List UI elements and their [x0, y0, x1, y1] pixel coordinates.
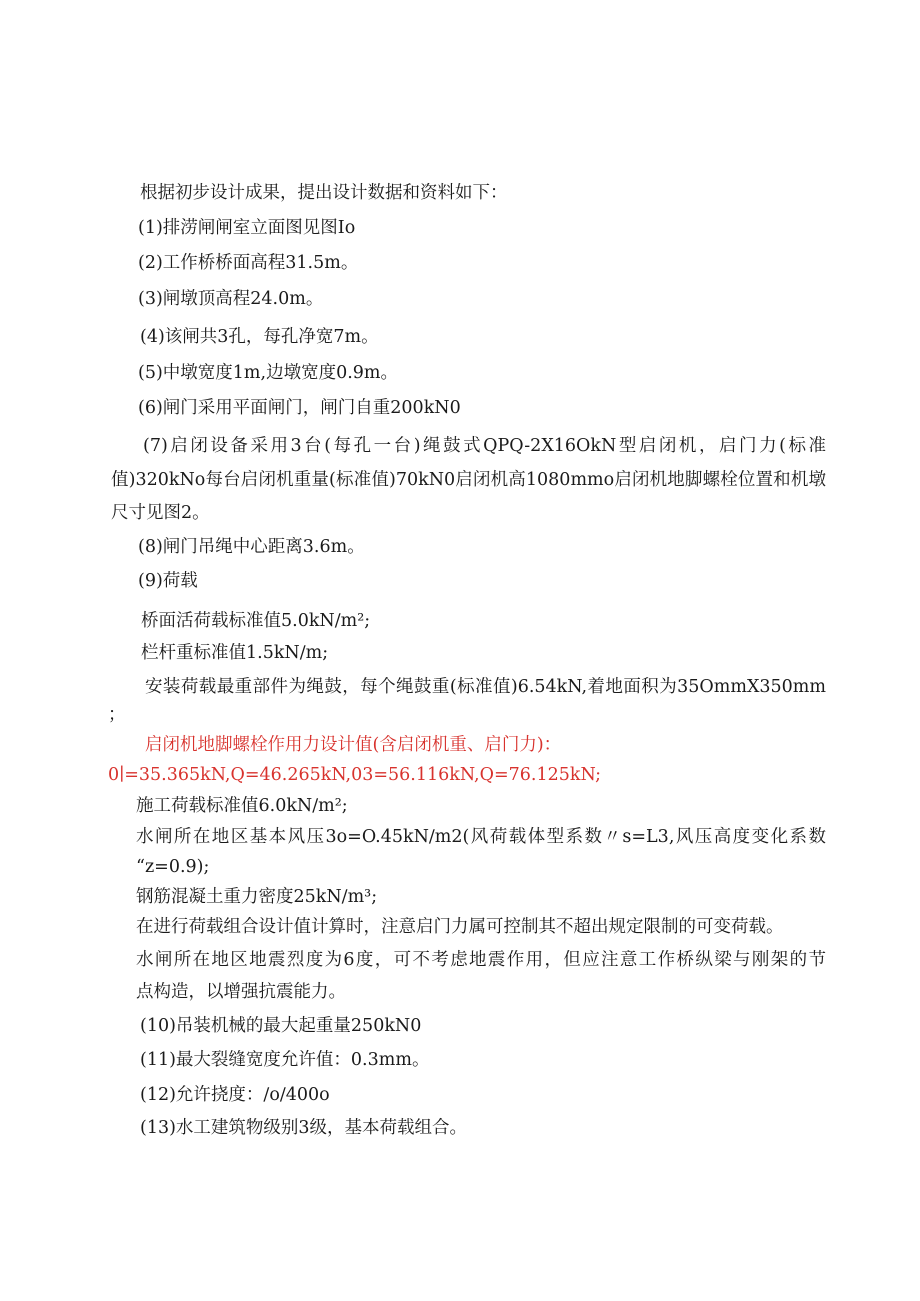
intro-line: 根据初步设计成果，提出设计数据和资料如下：	[140, 183, 508, 203]
load-railing: 栏杆重标准值1.5kN∕m;	[141, 643, 329, 663]
item-4: (4)该闸共3孔，每孔净宽7m。	[140, 327, 379, 347]
wind-pressure-line-1: 水闸所在地区基本风压3o=O.45kN∕m2(风荷载体型系数〃s=L3,风压高度变化系数	[136, 827, 826, 847]
item-9: (9)荷载	[138, 571, 198, 591]
item-5: (5)中墩宽度1m,边墩宽度0.9m。	[138, 363, 399, 383]
item-11: (11)最大裂缝宽度允许值：0.3mm。	[140, 1050, 430, 1070]
item-7-line-3: 尺寸见图2。	[111, 503, 210, 523]
load-install: 安装荷载最重部件为绳鼓，每个绳鼓重(标准值)6.54kN,着地面积为35OmmX350mm	[145, 677, 826, 697]
item-12: (12)允许挠度：∕o∕400o	[140, 1085, 330, 1105]
item-8: (8)闸门吊绳中心距离3.6m。	[138, 537, 365, 557]
item-6: (6)闸门采用平面闸门，闸门自重200kN0	[138, 398, 461, 418]
seismic-note-line-1: 水闸所在地区地震烈度为6度，可不考虑地震作用，但应注意工作桥纵梁与刚架的节	[136, 950, 826, 970]
load-combination-note: 在进行荷载组合设计值计算时，注意启门力属可控制其不超出规定限制的可变荷载。	[136, 917, 784, 937]
wind-pressure-line-2: “z=0.9);	[136, 857, 210, 877]
item-7-line-2: 值)320kNo每台启闭机重量(标准值)70kN0启闭机高1080mmo启闭机地脚螺栓位置和机墩	[111, 470, 826, 490]
item-10: (10)吊装机械的最大起重量250kN0	[140, 1016, 422, 1036]
bolt-force-values: 0∣=35.365kN,Q=46.265kN,03=56.116kN,Q=76.125kN;	[108, 765, 602, 785]
item-3: (3)闸墩顶高程24.0m。	[138, 289, 324, 309]
seismic-note-line-2: 点构造，以增强抗震能力。	[136, 982, 346, 1002]
load-bridge-live: 桥面活荷载标准值5.0kN∕m²;	[141, 611, 371, 631]
item-13: (13)水工建筑物级别3级，基本荷载组合。	[140, 1118, 468, 1138]
item-2: (2)工作桥桥面高程31.5m。	[138, 253, 359, 273]
concrete-density: 钢筋混凝土重力密度25kN∕m³;	[136, 887, 378, 907]
item-1: (1)排涝闸闸室立面图见图Io	[138, 218, 356, 238]
load-construction: 施工荷载标准值6.0kN∕m²;	[136, 796, 348, 816]
item-7-line-1: (7)启闭设备采用3台(每孔一台)绳鼓式QPQ-2X16OkN型启闭机，启门力(标准	[143, 436, 826, 456]
bolt-force-title: 启闭机地脚螺栓作用力设计值(含启闭机重、启门力)：	[145, 735, 562, 755]
load-install-end: ；	[108, 705, 126, 725]
